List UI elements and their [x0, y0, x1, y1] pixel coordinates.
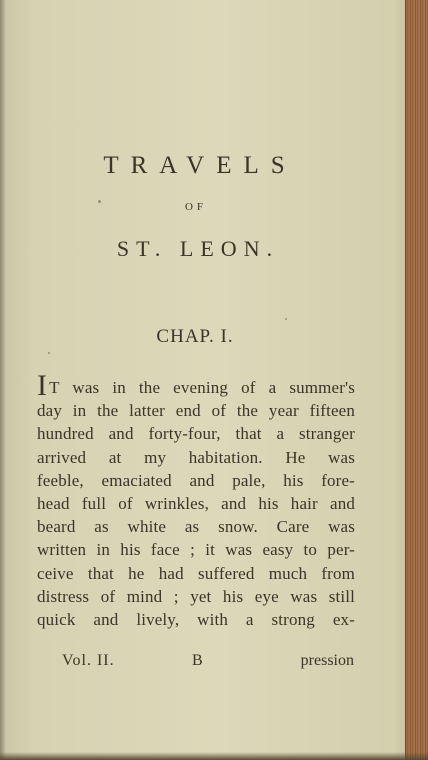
text-line: arrived at my habitation. He was — [37, 447, 355, 467]
drop-cap: I — [37, 369, 48, 402]
text-line: feeble, emaciated and pale, his fore- — [37, 470, 355, 490]
gutter-shadow — [0, 0, 6, 760]
signature-mark: B — [192, 652, 203, 669]
title-connector: OF — [184, 201, 208, 213]
text-line — [37, 369, 355, 402]
paper-speck — [48, 352, 50, 354]
page-edge-stack — [405, 0, 428, 760]
text-line: distress of mind ; yet his eye was still — [37, 586, 355, 606]
text-line: head full of wrinkles, and his hair and — [37, 493, 355, 513]
text-line: day in the latter end of the year fifteen — [37, 401, 355, 421]
text-line: hundred and forty-four, that a stranger — [37, 424, 355, 444]
chapter-heading: CHAP. I. — [156, 326, 234, 347]
text-line: written in his face ; it was easy to per- — [37, 540, 355, 560]
paper-speck — [285, 318, 287, 320]
paper-speck — [98, 200, 101, 203]
page-subtitle: ST. LEON. — [116, 236, 280, 261]
page-footer — [62, 652, 354, 674]
volume-label: Vol. II. — [62, 652, 115, 669]
text-line: ceive that he had suffered much from — [37, 563, 355, 583]
catchword: pression — [300, 652, 354, 669]
text-line: quick and lively, with a strong ex- — [37, 609, 355, 629]
text-line: beard as white as snow. Care was — [37, 517, 355, 537]
text-line-content: T was in the evening of a summer's — [49, 378, 355, 397]
page-bottom-shadow — [0, 752, 428, 760]
page-title: TRAVELS — [103, 152, 297, 179]
body-paragraph — [37, 369, 355, 631]
